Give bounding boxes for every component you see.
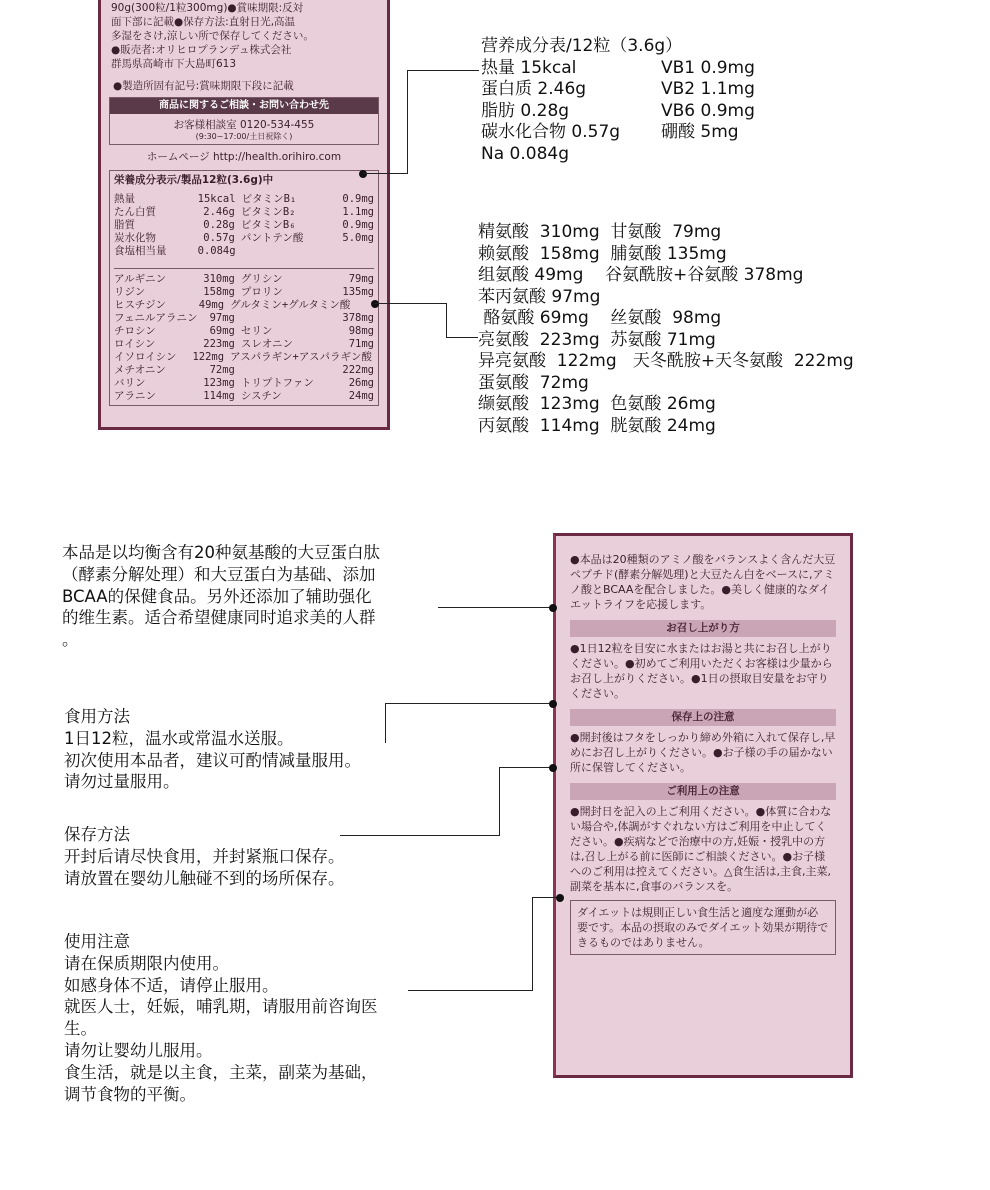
note-line: 请放置在婴幼儿触碰不到的场所保存。	[64, 868, 345, 888]
table-cell: メチオニン	[114, 364, 166, 376]
table-cell: 2.46g	[203, 206, 235, 218]
label-line: 多湿をさけ,涼しい所で保存してください。	[111, 30, 314, 42]
table-cell	[236, 245, 340, 258]
note-line: BCAA的保健食品。另外还添加了辅助强化	[62, 586, 372, 606]
nutrition-cn-left: Na 0.084g	[481, 143, 569, 164]
note-line: 1日12粒，温水或常温水送服。	[64, 728, 294, 748]
table-cell: 0.28g	[203, 219, 235, 231]
table-cell: グリシン	[240, 273, 283, 285]
table-cell: たん白質	[114, 206, 156, 218]
table-cell: 0.9mg	[342, 193, 374, 205]
label-intro: ●本品は20種類のアミノ酸をバランスよく含んだ大豆ペプチド(酵素分解処理)と大豆たん白をベースに,アミノ酸とBCAAを配合しました。●美しく健康的なダイエットライフを応援します。	[570, 553, 836, 611]
table-cell: スレオニン	[240, 338, 293, 350]
amino-rows	[114, 268, 374, 403]
diet-note: ダイエットは規則正しい食生活と適度な運動が必要です。本品の摂取のみでダイエット効果が期待できるものではありません。	[570, 900, 836, 955]
table-row	[114, 232, 374, 245]
table-cell: プロリン	[240, 286, 283, 298]
nutrition-cn-left: 热量 15kcal	[481, 57, 577, 78]
table-cell: 15kcal	[197, 193, 236, 205]
amino-cn	[478, 222, 958, 437]
table-row	[114, 312, 374, 325]
table-row	[114, 206, 374, 219]
amino-cn-line: 蛋氨酸 72mg	[478, 372, 589, 393]
caution-text: ●開封日を記入の上ご利用ください。●体質に合わない場合や,体調がすぐれない方はご利用を中止してください。●疾病などで治療中の方,妊娠・授乳中の方は,召し上がる前に医師にご相談ください。●お子様へのご利用は控えてください。△食生活は,主食,主菜,副菜を基本に,食事のバランスを。	[570, 805, 832, 893]
nutrition-cn-right: 硼酸 5mg	[661, 122, 739, 142]
consult-hours: (9:30~17:00/土日祝除く)	[195, 132, 293, 141]
table-cell: 69mg	[209, 325, 235, 337]
nutrition-header: 栄養成分表示/製品12粒(3.6g)中	[114, 174, 274, 186]
table-cell: シスチン	[240, 390, 282, 402]
table-row	[114, 390, 374, 403]
table-cell: アスパラギン+アスパラギン酸	[230, 351, 372, 363]
amino-cn-line: 组氨酸 49mg 谷氨酰胺+谷氨酸 378mg	[478, 265, 804, 285]
table-cell: 食塩相当量	[114, 245, 167, 257]
note-line: （酵素分解处理）和大豆蛋白为基础、添加	[62, 564, 376, 584]
notes-storage	[64, 824, 454, 889]
nutrition-cn-right: VB2 1.1mg	[661, 79, 755, 99]
table-cell: ヒスチジン	[114, 299, 166, 311]
storage-text: ●開封後はフタをしっかり締め外箱に入れて保存し,早めにお召し上がりください。●お子様の手の届かない所に保管してください。	[570, 731, 836, 774]
nutrition-cn-title: 营养成分表/12粒（3.6g）	[481, 36, 683, 56]
table-cell	[235, 364, 339, 377]
table-cell: アラニン	[114, 390, 156, 402]
mfg-code: ●製造所固有記号:賞味期限下段に記載	[113, 80, 294, 92]
table-cell: グルタミン+グルタミン酸	[230, 299, 351, 311]
note-line: 如感身体不适，请停止服用。	[64, 975, 279, 995]
note-line: 保存方法	[64, 825, 130, 844]
table-cell: 378mg	[342, 312, 374, 324]
note-line: 开封后请尽快食用，并封紧瓶口保存。	[64, 846, 345, 866]
nutrition-cn-right: VB6 0.9mg	[661, 100, 755, 121]
notes-caution	[64, 931, 464, 1105]
table-cell: セリン	[240, 325, 273, 337]
note-line: 使用注意	[64, 932, 130, 951]
nutrition-cn-row	[481, 79, 781, 101]
table-cell: 310mg	[203, 273, 235, 285]
table-cell: 114mg	[203, 390, 235, 402]
nutrition-cn-row	[481, 122, 781, 144]
table-cell: バリン	[114, 377, 146, 389]
table-cell: 135mg	[342, 286, 374, 298]
note-line: 食用方法	[64, 707, 130, 726]
nutrition-cn-row	[481, 58, 781, 80]
table-cell: 158mg	[203, 286, 235, 298]
table-cell: フェニルアラニン	[114, 312, 198, 324]
consult-bar: 商品に関するご相談・お問い合わせ先	[110, 98, 378, 114]
table-cell: 123mg	[203, 377, 235, 389]
note-line: 请勿让婴幼儿服用。	[64, 1040, 213, 1060]
table-cell: 0.084g	[197, 245, 236, 257]
table-cell: 49mg	[198, 299, 225, 311]
amino-cn-line: 精氨酸 310mg 甘氨酸 79mg	[478, 222, 722, 242]
amino-cn-line: 赖氨酸 158mg 脯氨酸 135mg	[478, 243, 727, 264]
label-top-header-lines	[101, 0, 387, 71]
connector-dot	[556, 894, 564, 902]
amino-cn-line: 缬氨酸 123mg 色氨酸 26mg	[478, 394, 716, 414]
note-line: 初次使用本品者，建议可酌情减量服用。	[64, 750, 361, 770]
table-cell: アルギニン	[114, 273, 167, 285]
table-cell: 0.57g	[203, 232, 235, 244]
connector-line	[375, 303, 447, 304]
table-cell: 5.0mg	[342, 232, 374, 244]
connector-line	[407, 70, 408, 174]
table-row	[114, 273, 374, 286]
note-line: 就医人士，妊娠，哺乳期，请服用前咨询医	[64, 997, 378, 1017]
storage-title: 保存上の注意	[570, 709, 836, 726]
amino-cn-line: 亮氨酸 223mg 苏氨酸 71mg	[478, 329, 716, 350]
nutrition-rows	[114, 193, 374, 258]
table-row	[114, 193, 374, 206]
table-cell: パントテン酸	[240, 232, 304, 244]
table-cell: 97mg	[209, 312, 235, 324]
how-to-title: お召し上がり方	[570, 620, 836, 637]
note-line: 食生活，就是以主食，主菜，副菜为基础，	[64, 1062, 378, 1082]
caution-title: ご利用上の注意	[570, 783, 836, 800]
note-line: 。	[62, 630, 79, 650]
connector-dot	[549, 764, 557, 772]
amino-cn-line: 酪氨酸 69mg 丝氨酸 98mg	[478, 308, 722, 328]
connector-line	[438, 607, 553, 608]
nutrition-cn	[481, 36, 781, 165]
amino-cn-line: 异亮氨酸 122mg 天冬酰胺+天冬氨酸 222mg	[478, 351, 854, 371]
table-row	[114, 351, 374, 364]
connector-dot	[549, 604, 557, 612]
nutrition-cn-row	[481, 101, 781, 123]
table-cell	[235, 312, 339, 325]
table-row	[114, 325, 374, 338]
nutrition-cn-left: 蛋白质 2.46g	[481, 79, 587, 99]
label-line: ●販売者:オリヒロプランデュ株式会社	[111, 44, 292, 56]
table-cell: チロシン	[114, 325, 156, 337]
note-line: 的维生素。适合希望健康同时追求美的人群	[62, 608, 376, 628]
table-cell: トリプトファン	[240, 377, 314, 389]
table-cell: 1.1mg	[342, 206, 374, 218]
table-cell: 脂質	[114, 219, 135, 231]
connector-line	[532, 897, 533, 991]
connector-dot	[549, 700, 557, 708]
connector-line	[499, 767, 553, 768]
connector-line	[499, 767, 500, 836]
table-cell: 98mg	[348, 325, 374, 337]
label-top-panel	[98, 0, 390, 430]
table-cell: ロイシン	[114, 338, 156, 350]
connector-line	[363, 173, 408, 174]
table-row	[114, 299, 374, 312]
amino-cn-line: 苯丙氨酸 97mg	[478, 286, 601, 307]
connector-dot	[359, 170, 367, 178]
table-cell: 24mg	[348, 390, 374, 402]
nutrition-cn-right: VB1 0.9mg	[661, 57, 755, 78]
table-cell: 72mg	[209, 364, 235, 376]
nutrition-table-jp	[109, 170, 379, 406]
table-cell: 122mg	[192, 351, 225, 363]
table-row	[114, 286, 374, 299]
connector-line	[446, 337, 478, 338]
label-line: 90g(300粒/1粒300mg)●賞味期限:反対	[111, 2, 304, 14]
label-line: 群馬県高崎市下大島町613	[111, 58, 237, 70]
how-to-text: ●1日12粒を目安に水またはお湯と共にお召し上がりください。●初めてご利用いただくお客様は少量からお召し上がりください。●1日の摂取目安量をお守りください。	[570, 642, 833, 700]
table-cell: 223mg	[203, 338, 235, 350]
table-cell: ビタミンB₂	[240, 206, 296, 218]
table-cell: ビタミンB₁	[241, 193, 297, 205]
notes-intro	[62, 542, 452, 651]
homepage-url: ホームページ http://health.orihiro.com	[146, 151, 342, 163]
label-line: 面下部に記載●保存方法:直射日光,高温	[111, 16, 296, 28]
note-line: 生。	[64, 1019, 97, 1039]
table-row	[114, 245, 374, 258]
table-cell: イソロイシン	[114, 351, 177, 363]
table-cell	[342, 351, 374, 364]
connector-line	[385, 703, 553, 704]
connector-line	[407, 70, 479, 71]
table-cell	[339, 245, 374, 258]
note-line: 调节食物的平衡。	[64, 1084, 196, 1104]
amino-cn-line: 丙氨酸 114mg 胱氨酸 24mg	[478, 415, 716, 436]
notes-usage	[64, 706, 454, 793]
table-cell: 79mg	[348, 273, 374, 285]
note-line: 本品是以均衡含有20种氨基酸的大豆蛋白肽	[62, 543, 380, 562]
table-cell: 熱量	[114, 193, 135, 205]
table-row	[114, 364, 374, 377]
table-row	[114, 219, 374, 232]
nutrition-cn-left: 脂肪 0.28g	[481, 100, 570, 121]
nutrition-cn-row	[481, 144, 781, 166]
label-bottom-panel	[553, 533, 853, 1078]
connector-line	[446, 303, 447, 338]
table-cell: ビタミンB₆	[240, 219, 296, 231]
table-cell: 26mg	[348, 377, 374, 389]
table-row	[114, 377, 374, 390]
table-cell	[342, 299, 374, 312]
table-cell: リジン	[114, 286, 146, 298]
nutrition-cn-left: 碳水化合物 0.57g	[481, 122, 621, 142]
table-row	[114, 338, 374, 351]
connector-dot	[371, 300, 379, 308]
table-cell: 0.9mg	[342, 219, 374, 231]
table-cell: 炭水化物	[114, 232, 156, 244]
table-cell: 222mg	[342, 364, 374, 376]
consult-phone: お客様相談室 0120-534-455	[173, 119, 315, 131]
consult-box	[109, 97, 379, 145]
note-line: 请在保质期限内使用。	[64, 953, 229, 973]
note-line: 请勿过量服用。	[64, 772, 180, 792]
table-cell: 71mg	[348, 338, 374, 350]
